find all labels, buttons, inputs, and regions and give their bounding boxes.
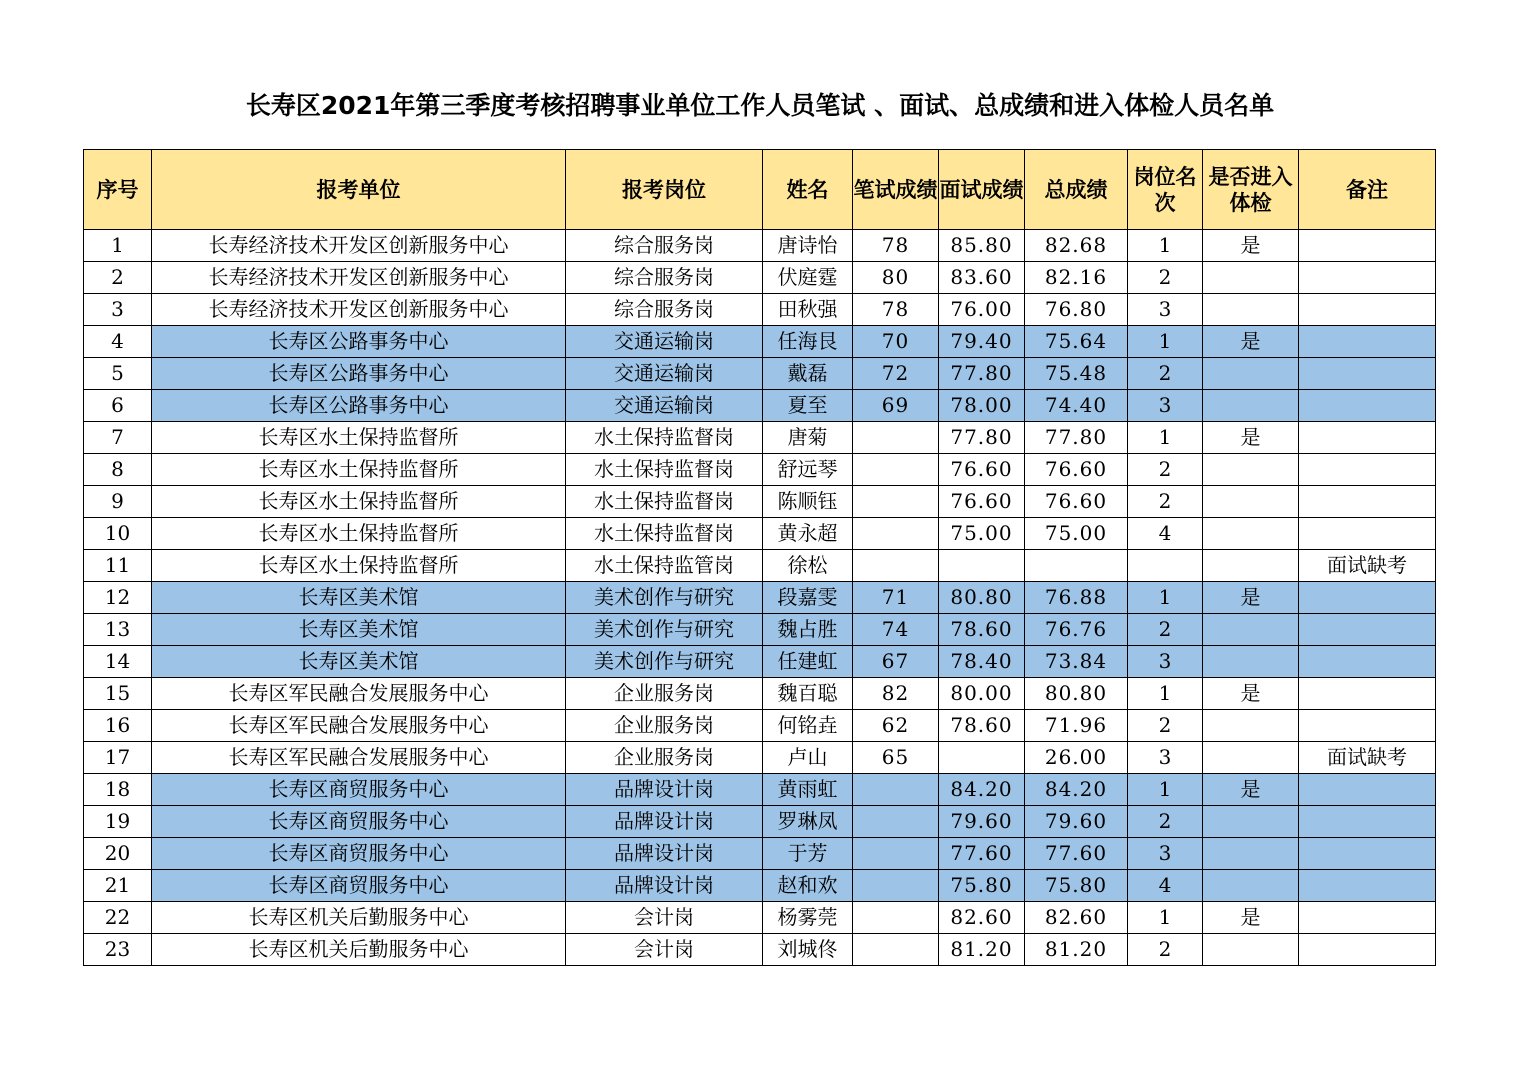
cell-seq: 3 bbox=[84, 294, 152, 326]
cell-total-score: 82.16 bbox=[1025, 262, 1128, 294]
cell-unit: 长寿区美术馆 bbox=[152, 582, 566, 614]
table-body bbox=[84, 230, 1436, 966]
cell-interview-score bbox=[939, 550, 1025, 582]
cell-medical-exam: 是 bbox=[1203, 230, 1299, 262]
cell-medical-exam: 是 bbox=[1203, 326, 1299, 358]
cell-written-score bbox=[853, 550, 939, 582]
cell-unit: 长寿区商贸服务中心 bbox=[152, 806, 566, 838]
cell-unit: 长寿区美术馆 bbox=[152, 646, 566, 678]
cell-name: 罗琳凤 bbox=[763, 806, 853, 838]
cell-name: 戴磊 bbox=[763, 358, 853, 390]
cell-name: 于芳 bbox=[763, 838, 853, 870]
cell-rank: 4 bbox=[1128, 518, 1203, 550]
cell-total-score: 75.00 bbox=[1025, 518, 1128, 550]
cell-rank: 2 bbox=[1128, 710, 1203, 742]
cell-interview-score: 79.60 bbox=[939, 806, 1025, 838]
cell-interview-score: 77.80 bbox=[939, 358, 1025, 390]
cell-name: 刘城佟 bbox=[763, 934, 853, 966]
cell-name: 黄永超 bbox=[763, 518, 853, 550]
cell-medical-exam bbox=[1203, 742, 1299, 774]
cell-seq: 13 bbox=[84, 614, 152, 646]
cell-rank: 1 bbox=[1128, 326, 1203, 358]
cell-written-score: 62 bbox=[853, 710, 939, 742]
cell-medical-exam bbox=[1203, 646, 1299, 678]
cell-seq: 23 bbox=[84, 934, 152, 966]
cell-rank: 2 bbox=[1128, 934, 1203, 966]
cell-total-score: 82.60 bbox=[1025, 902, 1128, 934]
cell-name: 舒远琴 bbox=[763, 454, 853, 486]
cell-seq: 6 bbox=[84, 390, 152, 422]
cell-note bbox=[1299, 358, 1436, 390]
cell-note bbox=[1299, 518, 1436, 550]
cell-medical-exam bbox=[1203, 294, 1299, 326]
cell-unit: 长寿经济技术开发区创新服务中心 bbox=[152, 262, 566, 294]
cell-note bbox=[1299, 262, 1436, 294]
cell-unit: 长寿区水土保持监督所 bbox=[152, 550, 566, 582]
cell-post: 会计岗 bbox=[566, 902, 763, 934]
cell-note bbox=[1299, 934, 1436, 966]
cell-written-score bbox=[853, 870, 939, 902]
cell-unit: 长寿区水土保持监督所 bbox=[152, 422, 566, 454]
cell-medical-exam bbox=[1203, 550, 1299, 582]
table-row bbox=[84, 934, 1436, 966]
cell-note bbox=[1299, 230, 1436, 262]
cell-interview-score: 80.00 bbox=[939, 678, 1025, 710]
cell-interview-score: 77.80 bbox=[939, 422, 1025, 454]
cell-medical-exam bbox=[1203, 358, 1299, 390]
cell-note: 面试缺考 bbox=[1299, 742, 1436, 774]
cell-name: 徐松 bbox=[763, 550, 853, 582]
header-written-score: 笔试成绩 bbox=[853, 150, 939, 230]
cell-medical-exam bbox=[1203, 486, 1299, 518]
cell-name: 任海艮 bbox=[763, 326, 853, 358]
cell-interview-score: 79.40 bbox=[939, 326, 1025, 358]
cell-interview-score: 78.60 bbox=[939, 710, 1025, 742]
cell-note bbox=[1299, 422, 1436, 454]
cell-unit: 长寿区军民融合发展服务中心 bbox=[152, 678, 566, 710]
cell-total-score: 77.80 bbox=[1025, 422, 1128, 454]
cell-seq: 11 bbox=[84, 550, 152, 582]
cell-unit: 长寿区机关后勤服务中心 bbox=[152, 902, 566, 934]
cell-seq: 5 bbox=[84, 358, 152, 390]
table-row bbox=[84, 262, 1436, 294]
cell-medical-exam bbox=[1203, 454, 1299, 486]
cell-written-score bbox=[853, 422, 939, 454]
cell-name: 唐菊 bbox=[763, 422, 853, 454]
cell-rank: 3 bbox=[1128, 742, 1203, 774]
cell-interview-score: 82.60 bbox=[939, 902, 1025, 934]
cell-rank: 1 bbox=[1128, 582, 1203, 614]
cell-name: 卢山 bbox=[763, 742, 853, 774]
cell-unit: 长寿区公路事务中心 bbox=[152, 358, 566, 390]
header-name: 姓名 bbox=[763, 150, 853, 230]
cell-note bbox=[1299, 902, 1436, 934]
cell-rank: 2 bbox=[1128, 614, 1203, 646]
cell-interview-score: 76.60 bbox=[939, 454, 1025, 486]
cell-medical-exam bbox=[1203, 870, 1299, 902]
cell-medical-exam bbox=[1203, 518, 1299, 550]
cell-note bbox=[1299, 646, 1436, 678]
cell-total-score: 77.60 bbox=[1025, 838, 1128, 870]
cell-rank: 2 bbox=[1128, 262, 1203, 294]
cell-seq: 4 bbox=[84, 326, 152, 358]
cell-total-score: 82.68 bbox=[1025, 230, 1128, 262]
header-interview-score: 面试成绩 bbox=[939, 150, 1025, 230]
cell-written-score: 74 bbox=[853, 614, 939, 646]
cell-medical-exam: 是 bbox=[1203, 774, 1299, 806]
cell-unit: 长寿区水土保持监督所 bbox=[152, 518, 566, 550]
header-row bbox=[84, 150, 1436, 230]
cell-medical-exam: 是 bbox=[1203, 902, 1299, 934]
cell-note bbox=[1299, 678, 1436, 710]
cell-note bbox=[1299, 582, 1436, 614]
cell-unit: 长寿区机关后勤服务中心 bbox=[152, 934, 566, 966]
cell-written-score: 67 bbox=[853, 646, 939, 678]
cell-rank: 2 bbox=[1128, 454, 1203, 486]
cell-unit: 长寿经济技术开发区创新服务中心 bbox=[152, 230, 566, 262]
table-row bbox=[84, 870, 1436, 902]
header-medical-exam: 是否进入体检 bbox=[1203, 150, 1299, 230]
table-row bbox=[84, 838, 1436, 870]
table-row bbox=[84, 582, 1436, 614]
table-row bbox=[84, 486, 1436, 518]
cell-seq: 18 bbox=[84, 774, 152, 806]
cell-written-score bbox=[853, 518, 939, 550]
cell-seq: 21 bbox=[84, 870, 152, 902]
cell-note bbox=[1299, 870, 1436, 902]
cell-name: 赵和欢 bbox=[763, 870, 853, 902]
cell-seq: 22 bbox=[84, 902, 152, 934]
cell-name: 黄雨虹 bbox=[763, 774, 853, 806]
cell-unit: 长寿区军民融合发展服务中心 bbox=[152, 742, 566, 774]
cell-total-score: 26.00 bbox=[1025, 742, 1128, 774]
cell-medical-exam: 是 bbox=[1203, 582, 1299, 614]
cell-interview-score: 85.80 bbox=[939, 230, 1025, 262]
cell-name: 陈顺钰 bbox=[763, 486, 853, 518]
cell-interview-score: 75.80 bbox=[939, 870, 1025, 902]
cell-unit: 长寿区水土保持监督所 bbox=[152, 486, 566, 518]
header-seq: 序号 bbox=[84, 150, 152, 230]
cell-seq: 1 bbox=[84, 230, 152, 262]
table-row bbox=[84, 806, 1436, 838]
cell-unit: 长寿区公路事务中心 bbox=[152, 390, 566, 422]
table-row bbox=[84, 326, 1436, 358]
cell-unit: 长寿区美术馆 bbox=[152, 614, 566, 646]
cell-post: 品牌设计岗 bbox=[566, 870, 763, 902]
cell-post: 美术创作与研究 bbox=[566, 582, 763, 614]
cell-note: 面试缺考 bbox=[1299, 550, 1436, 582]
cell-total-score: 76.60 bbox=[1025, 486, 1128, 518]
cell-interview-score: 80.80 bbox=[939, 582, 1025, 614]
cell-rank: 1 bbox=[1128, 230, 1203, 262]
cell-interview-score: 76.00 bbox=[939, 294, 1025, 326]
cell-name: 伏庭霆 bbox=[763, 262, 853, 294]
cell-name: 夏至 bbox=[763, 390, 853, 422]
cell-seq: 2 bbox=[84, 262, 152, 294]
table-row bbox=[84, 358, 1436, 390]
cell-written-score bbox=[853, 838, 939, 870]
table-row bbox=[84, 774, 1436, 806]
cell-post: 美术创作与研究 bbox=[566, 614, 763, 646]
cell-rank: 3 bbox=[1128, 390, 1203, 422]
cell-total-score: 81.20 bbox=[1025, 934, 1128, 966]
table-row bbox=[84, 518, 1436, 550]
cell-unit: 长寿区水土保持监督所 bbox=[152, 454, 566, 486]
cell-seq: 19 bbox=[84, 806, 152, 838]
table-row bbox=[84, 422, 1436, 454]
cell-interview-score bbox=[939, 742, 1025, 774]
cell-rank: 3 bbox=[1128, 838, 1203, 870]
table-row bbox=[84, 614, 1436, 646]
cell-written-score: 78 bbox=[853, 230, 939, 262]
header-note: 备注 bbox=[1299, 150, 1436, 230]
cell-note bbox=[1299, 614, 1436, 646]
cell-medical-exam bbox=[1203, 390, 1299, 422]
cell-written-score: 72 bbox=[853, 358, 939, 390]
cell-seq: 15 bbox=[84, 678, 152, 710]
cell-seq: 10 bbox=[84, 518, 152, 550]
cell-seq: 12 bbox=[84, 582, 152, 614]
table-row bbox=[84, 550, 1436, 582]
cell-written-score: 65 bbox=[853, 742, 939, 774]
cell-name: 魏百聪 bbox=[763, 678, 853, 710]
cell-interview-score: 78.40 bbox=[939, 646, 1025, 678]
cell-note bbox=[1299, 710, 1436, 742]
table-row bbox=[84, 902, 1436, 934]
cell-written-score: 69 bbox=[853, 390, 939, 422]
table-row bbox=[84, 678, 1436, 710]
cell-written-score: 70 bbox=[853, 326, 939, 358]
cell-rank: 2 bbox=[1128, 486, 1203, 518]
cell-post: 品牌设计岗 bbox=[566, 838, 763, 870]
cell-seq: 14 bbox=[84, 646, 152, 678]
cell-post: 水土保持监管岗 bbox=[566, 550, 763, 582]
cell-total-score: 73.84 bbox=[1025, 646, 1128, 678]
cell-note bbox=[1299, 838, 1436, 870]
cell-written-score bbox=[853, 806, 939, 838]
cell-rank: 1 bbox=[1128, 774, 1203, 806]
cell-note bbox=[1299, 806, 1436, 838]
cell-written-score: 78 bbox=[853, 294, 939, 326]
cell-total-score: 74.40 bbox=[1025, 390, 1128, 422]
cell-total-score: 84.20 bbox=[1025, 774, 1128, 806]
table-row bbox=[84, 454, 1436, 486]
table-row bbox=[84, 294, 1436, 326]
cell-rank: 1 bbox=[1128, 678, 1203, 710]
cell-medical-exam bbox=[1203, 710, 1299, 742]
cell-post: 综合服务岗 bbox=[566, 294, 763, 326]
cell-post: 水土保持监督岗 bbox=[566, 454, 763, 486]
cell-name: 田秋强 bbox=[763, 294, 853, 326]
cell-medical-exam bbox=[1203, 838, 1299, 870]
cell-written-score bbox=[853, 902, 939, 934]
cell-seq: 9 bbox=[84, 486, 152, 518]
cell-rank: 3 bbox=[1128, 294, 1203, 326]
cell-post: 水土保持监督岗 bbox=[566, 518, 763, 550]
cell-medical-exam bbox=[1203, 614, 1299, 646]
cell-interview-score: 77.60 bbox=[939, 838, 1025, 870]
cell-written-score: 71 bbox=[853, 582, 939, 614]
cell-medical-exam bbox=[1203, 806, 1299, 838]
header-total-score: 总成绩 bbox=[1025, 150, 1128, 230]
cell-unit: 长寿区商贸服务中心 bbox=[152, 774, 566, 806]
cell-rank: 1 bbox=[1128, 902, 1203, 934]
cell-total-score: 76.88 bbox=[1025, 582, 1128, 614]
cell-interview-score: 81.20 bbox=[939, 934, 1025, 966]
cell-interview-score: 75.00 bbox=[939, 518, 1025, 550]
cell-medical-exam: 是 bbox=[1203, 678, 1299, 710]
table-row bbox=[84, 230, 1436, 262]
results-table bbox=[83, 149, 1436, 966]
cell-name: 任建虹 bbox=[763, 646, 853, 678]
cell-name: 唐诗怡 bbox=[763, 230, 853, 262]
header-unit: 报考单位 bbox=[152, 150, 566, 230]
cell-note bbox=[1299, 774, 1436, 806]
cell-post: 综合服务岗 bbox=[566, 230, 763, 262]
cell-seq: 7 bbox=[84, 422, 152, 454]
cell-unit: 长寿区商贸服务中心 bbox=[152, 870, 566, 902]
cell-note bbox=[1299, 326, 1436, 358]
header-rank: 岗位名次 bbox=[1128, 150, 1203, 230]
cell-seq: 17 bbox=[84, 742, 152, 774]
table-row bbox=[84, 742, 1436, 774]
header-post: 报考岗位 bbox=[566, 150, 763, 230]
table-row bbox=[84, 390, 1436, 422]
cell-seq: 8 bbox=[84, 454, 152, 486]
cell-total-score: 75.80 bbox=[1025, 870, 1128, 902]
cell-rank: 2 bbox=[1128, 806, 1203, 838]
cell-total-score: 75.48 bbox=[1025, 358, 1128, 390]
cell-post: 水土保持监督岗 bbox=[566, 486, 763, 518]
cell-written-score bbox=[853, 486, 939, 518]
cell-post: 交通运输岗 bbox=[566, 326, 763, 358]
cell-unit: 长寿区公路事务中心 bbox=[152, 326, 566, 358]
cell-total-score: 76.60 bbox=[1025, 454, 1128, 486]
cell-unit: 长寿区军民融合发展服务中心 bbox=[152, 710, 566, 742]
cell-written-score: 80 bbox=[853, 262, 939, 294]
cell-written-score: 82 bbox=[853, 678, 939, 710]
cell-total-score: 76.76 bbox=[1025, 614, 1128, 646]
cell-interview-score: 78.60 bbox=[939, 614, 1025, 646]
cell-interview-score: 83.60 bbox=[939, 262, 1025, 294]
cell-post: 企业服务岗 bbox=[566, 678, 763, 710]
cell-rank bbox=[1128, 550, 1203, 582]
cell-total-score: 76.80 bbox=[1025, 294, 1128, 326]
cell-interview-score: 84.20 bbox=[939, 774, 1025, 806]
cell-post: 品牌设计岗 bbox=[566, 774, 763, 806]
cell-post: 企业服务岗 bbox=[566, 742, 763, 774]
cell-medical-exam bbox=[1203, 262, 1299, 294]
cell-medical-exam bbox=[1203, 934, 1299, 966]
cell-rank: 2 bbox=[1128, 358, 1203, 390]
cell-name: 杨雾莞 bbox=[763, 902, 853, 934]
cell-rank: 3 bbox=[1128, 646, 1203, 678]
cell-written-score bbox=[853, 774, 939, 806]
cell-post: 美术创作与研究 bbox=[566, 646, 763, 678]
cell-post: 会计岗 bbox=[566, 934, 763, 966]
cell-note bbox=[1299, 486, 1436, 518]
cell-total-score: 80.80 bbox=[1025, 678, 1128, 710]
table-row bbox=[84, 646, 1436, 678]
cell-name: 魏占胜 bbox=[763, 614, 853, 646]
page-title: 长寿区2021年第三季度考核招聘事业单位工作人员笔试 、面试、总成绩和进入体检人员名单 bbox=[245, 91, 1275, 120]
table-row bbox=[84, 710, 1436, 742]
cell-rank: 4 bbox=[1128, 870, 1203, 902]
cell-note bbox=[1299, 390, 1436, 422]
cell-rank: 1 bbox=[1128, 422, 1203, 454]
cell-written-score bbox=[853, 454, 939, 486]
cell-post: 交通运输岗 bbox=[566, 390, 763, 422]
cell-post: 企业服务岗 bbox=[566, 710, 763, 742]
cell-medical-exam: 是 bbox=[1203, 422, 1299, 454]
cell-name: 段嘉雯 bbox=[763, 582, 853, 614]
cell-post: 综合服务岗 bbox=[566, 262, 763, 294]
cell-unit: 长寿经济技术开发区创新服务中心 bbox=[152, 294, 566, 326]
cell-total-score: 79.60 bbox=[1025, 806, 1128, 838]
cell-note bbox=[1299, 454, 1436, 486]
cell-total-score: 71.96 bbox=[1025, 710, 1128, 742]
cell-seq: 20 bbox=[84, 838, 152, 870]
cell-post: 水土保持监督岗 bbox=[566, 422, 763, 454]
cell-interview-score: 78.00 bbox=[939, 390, 1025, 422]
cell-written-score bbox=[853, 934, 939, 966]
cell-note bbox=[1299, 294, 1436, 326]
cell-seq: 16 bbox=[84, 710, 152, 742]
cell-total-score: 75.64 bbox=[1025, 326, 1128, 358]
cell-interview-score: 76.60 bbox=[939, 486, 1025, 518]
cell-post: 品牌设计岗 bbox=[566, 806, 763, 838]
cell-name: 何铭垚 bbox=[763, 710, 853, 742]
cell-total-score bbox=[1025, 550, 1128, 582]
cell-post: 交通运输岗 bbox=[566, 358, 763, 390]
cell-unit: 长寿区商贸服务中心 bbox=[152, 838, 566, 870]
